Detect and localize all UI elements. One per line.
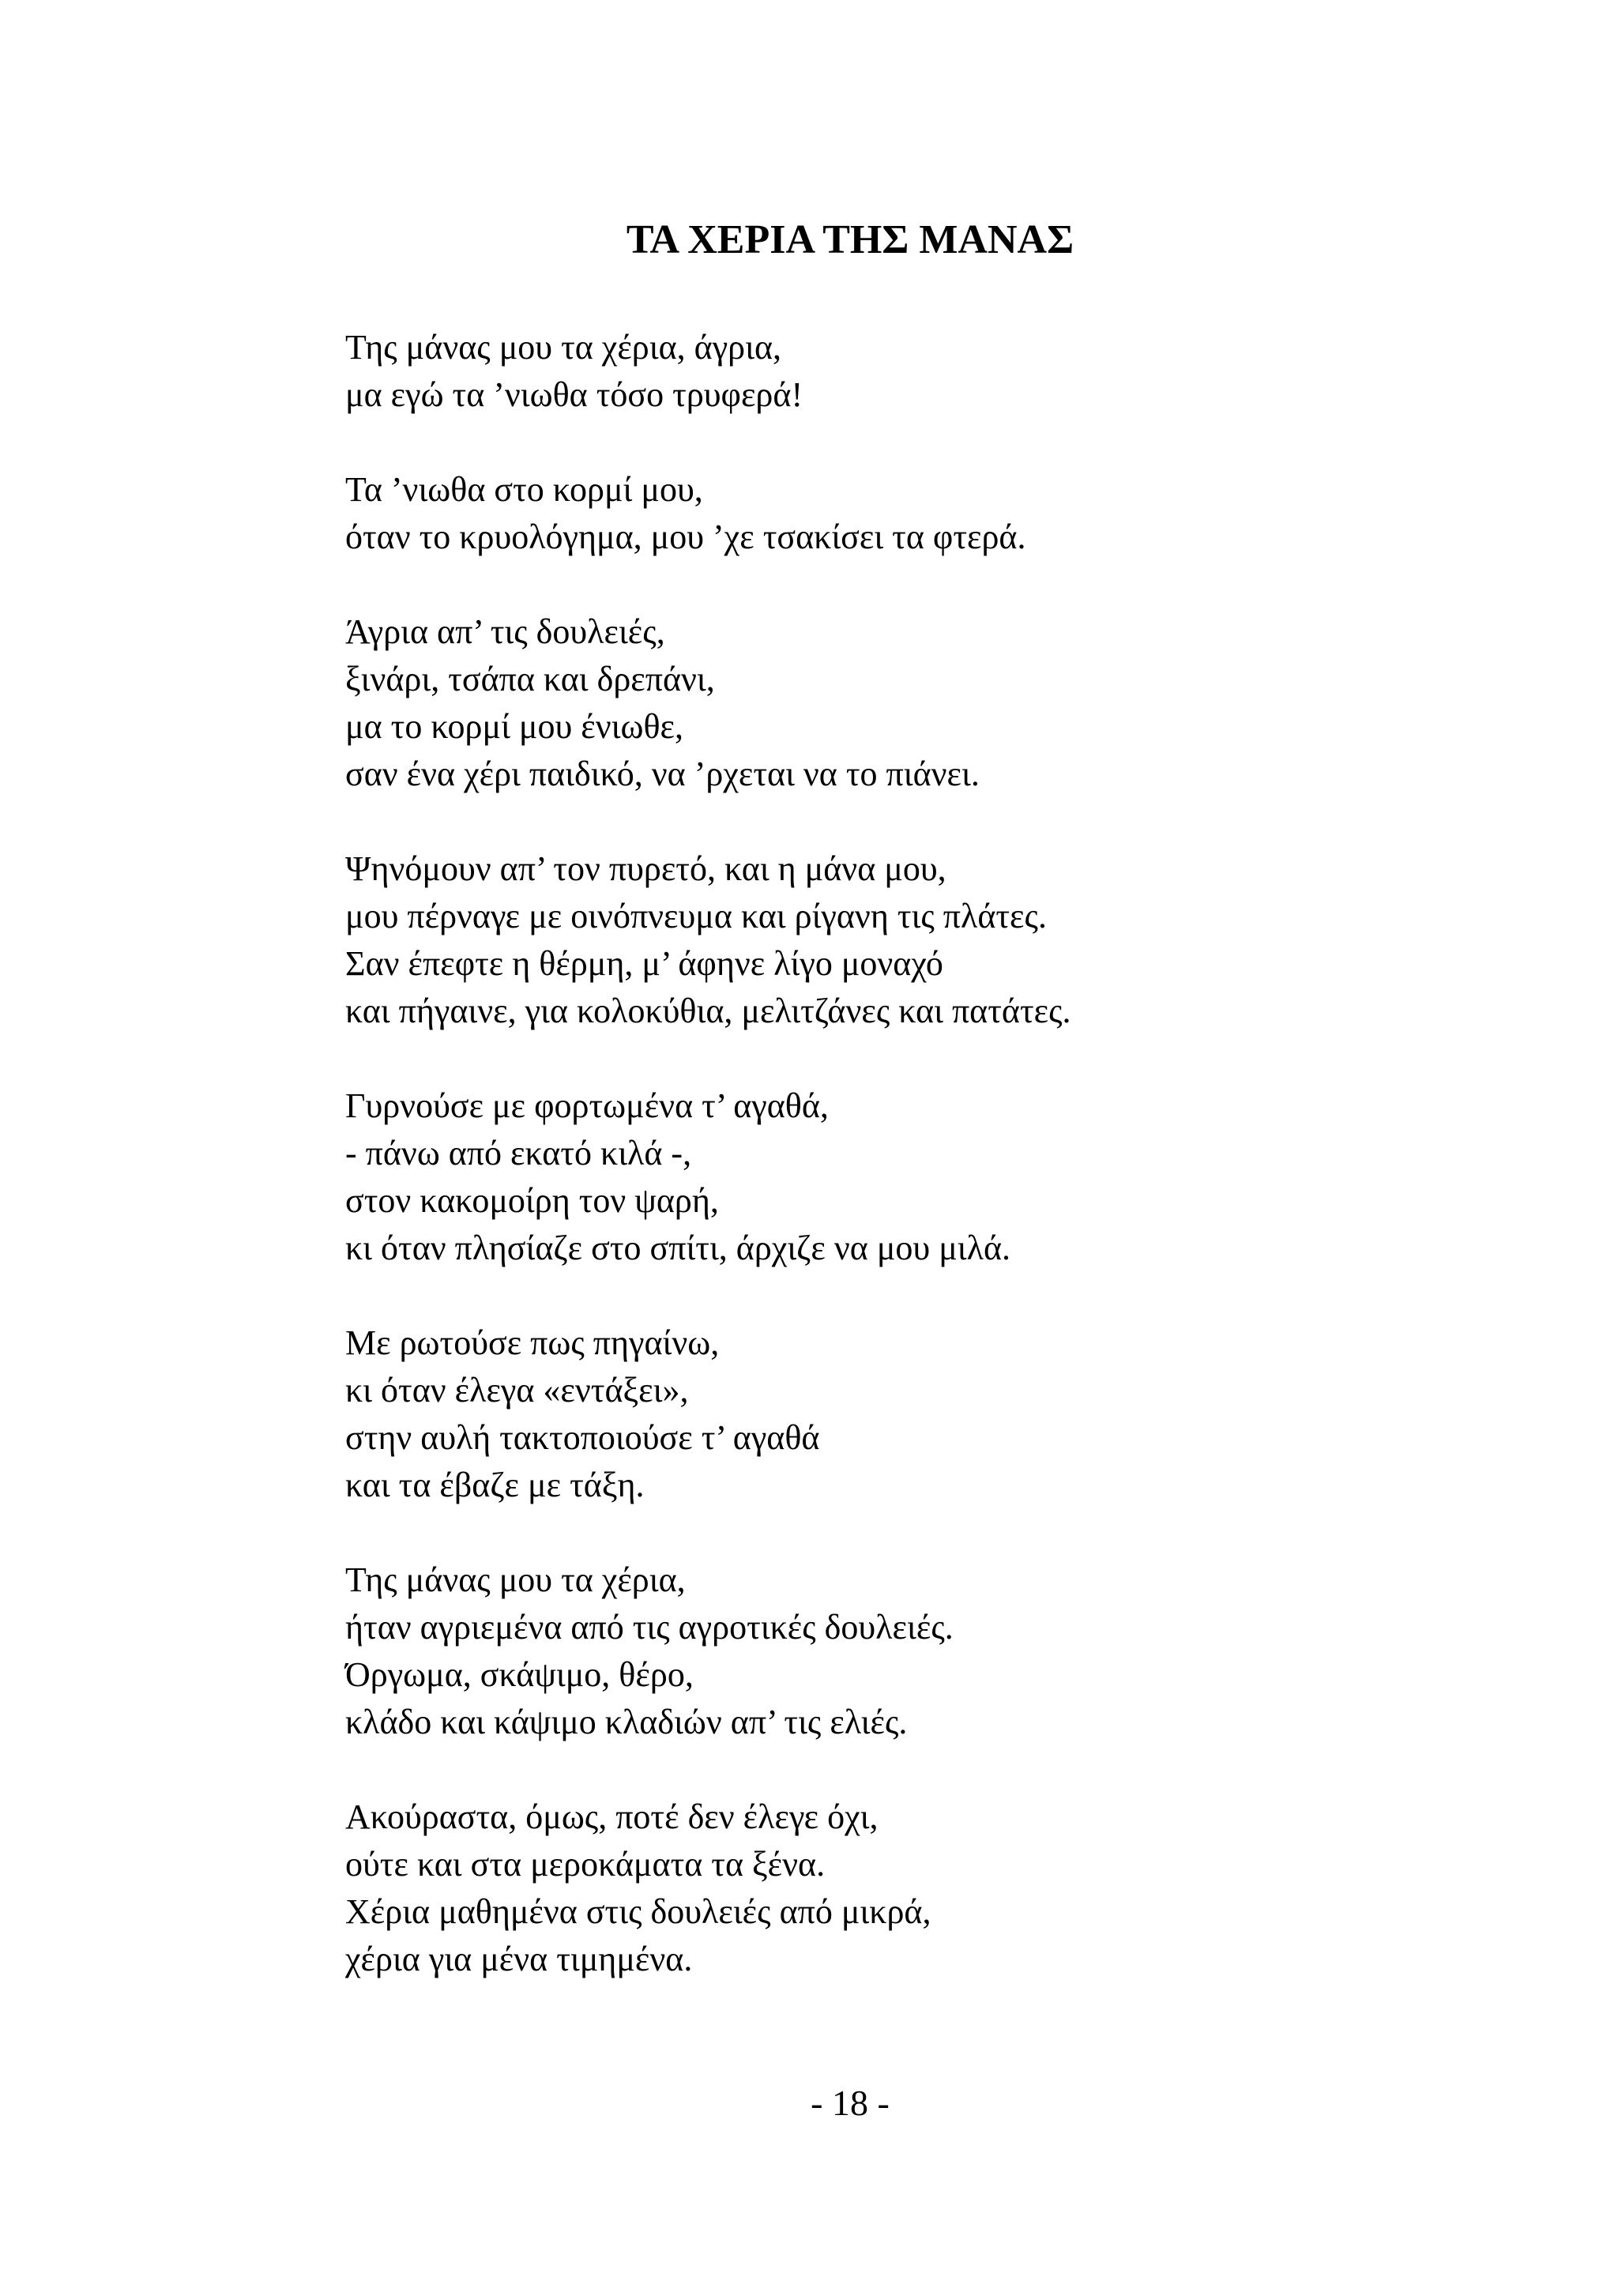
poem-line: Γυρνούσε με φορτωμένα τ’ αγαθά, [345,1086,829,1125]
poem-line: ήταν αγριεμένα από τις αγροτικές δουλειές. [345,1608,954,1647]
poem-line: Χέρια μαθημένα στις δουλειές από μικρά, [345,1892,931,1931]
poem-line: Ψηνόμουν απ’ τον πυρετό, και η μάνα μου, [345,849,946,888]
poem-line: Της μάνας μου τα χέρια, άγρια, [345,328,781,367]
poem-body [345,324,1515,2031]
poem-line: κι όταν έλεγα «εντάξει», [345,1371,689,1410]
poem-line: Με ρωτούσε πως πηγαίνω, [345,1323,720,1362]
stanza-4 [345,845,1515,1035]
stanza-3 [345,608,1515,798]
stanza-6 [345,1319,1515,1509]
stanza-7 [345,1556,1515,1746]
poem-line: κι όταν πλησίαζε στο σπίτι, άρχιζε να μου μιλά. [345,1229,1011,1267]
poem-line: Όργωμα, σκάψιμο, θέρο, [345,1655,694,1694]
stanza-2 [345,466,1515,561]
poem-line: στην αυλή τακτοποιούσε τ’ αγαθά [345,1418,820,1457]
poem-line: μου πέρναγε με οινόπνευμα και ρίγανη τις πλάτες. [345,897,1047,935]
poem-line: και πήγαινε, για κολοκύθια, μελιτζάνες και πατάτες. [345,992,1071,1030]
stanza-5 [345,1082,1515,1272]
poem-line: ούτε και στα μεροκάματα τα ξένα. [345,1845,826,1884]
poem-line: στον κακομοίρη τον ψαρή, [345,1181,719,1220]
poem-line: Ακούραστα, όμως, ποτέ δεν έλεγε όχι, [345,1797,879,1836]
poem-line: Σαν έπεφτε η θέρμη, μ’ άφηνε λίγο μοναχό [345,944,943,983]
stanza-8 [345,1794,1515,1983]
poem-line: μα το κορμί μου ένιωθε, [345,707,684,746]
poem-line: - πάνω από εκατό κιλά -, [345,1134,692,1172]
poem-title: ΤΑ ΧΕΡΙΑ ΤΗΣ ΜΑΝΑΣ [626,217,1074,262]
poem-line: μα εγώ τα ’νιωθα τόσο τρυφερά! [345,375,803,414]
poem-line: Άγρια απ’ τις δουλειές, [345,612,665,651]
poem-line: χέρια για μένα τιμημένα. [345,1940,693,1978]
poem-line: κλάδο και κάψιμο κλαδιών απ’ τις ελιές. [345,1703,908,1741]
poem-line: και τα έβαζε με τάξη. [345,1466,645,1504]
poem-line: ξινάρι, τσάπα και δρεπάνι, [345,660,715,698]
page-number: - 18 - [811,2083,890,2123]
poem-line: Της μάνας μου τα χέρια, [345,1560,686,1599]
poem-line: Τα ’νιωθα στο κορμί μου, [345,470,703,509]
stanza-1 [345,324,1515,419]
poem-line: όταν το κρυολόγημα, μου ’χε τσακίσει τα φτερά. [345,518,1026,556]
poem-line: σαν ένα χέρι παιδικό, να ’ρχεται να το πιάνει. [345,755,980,793]
